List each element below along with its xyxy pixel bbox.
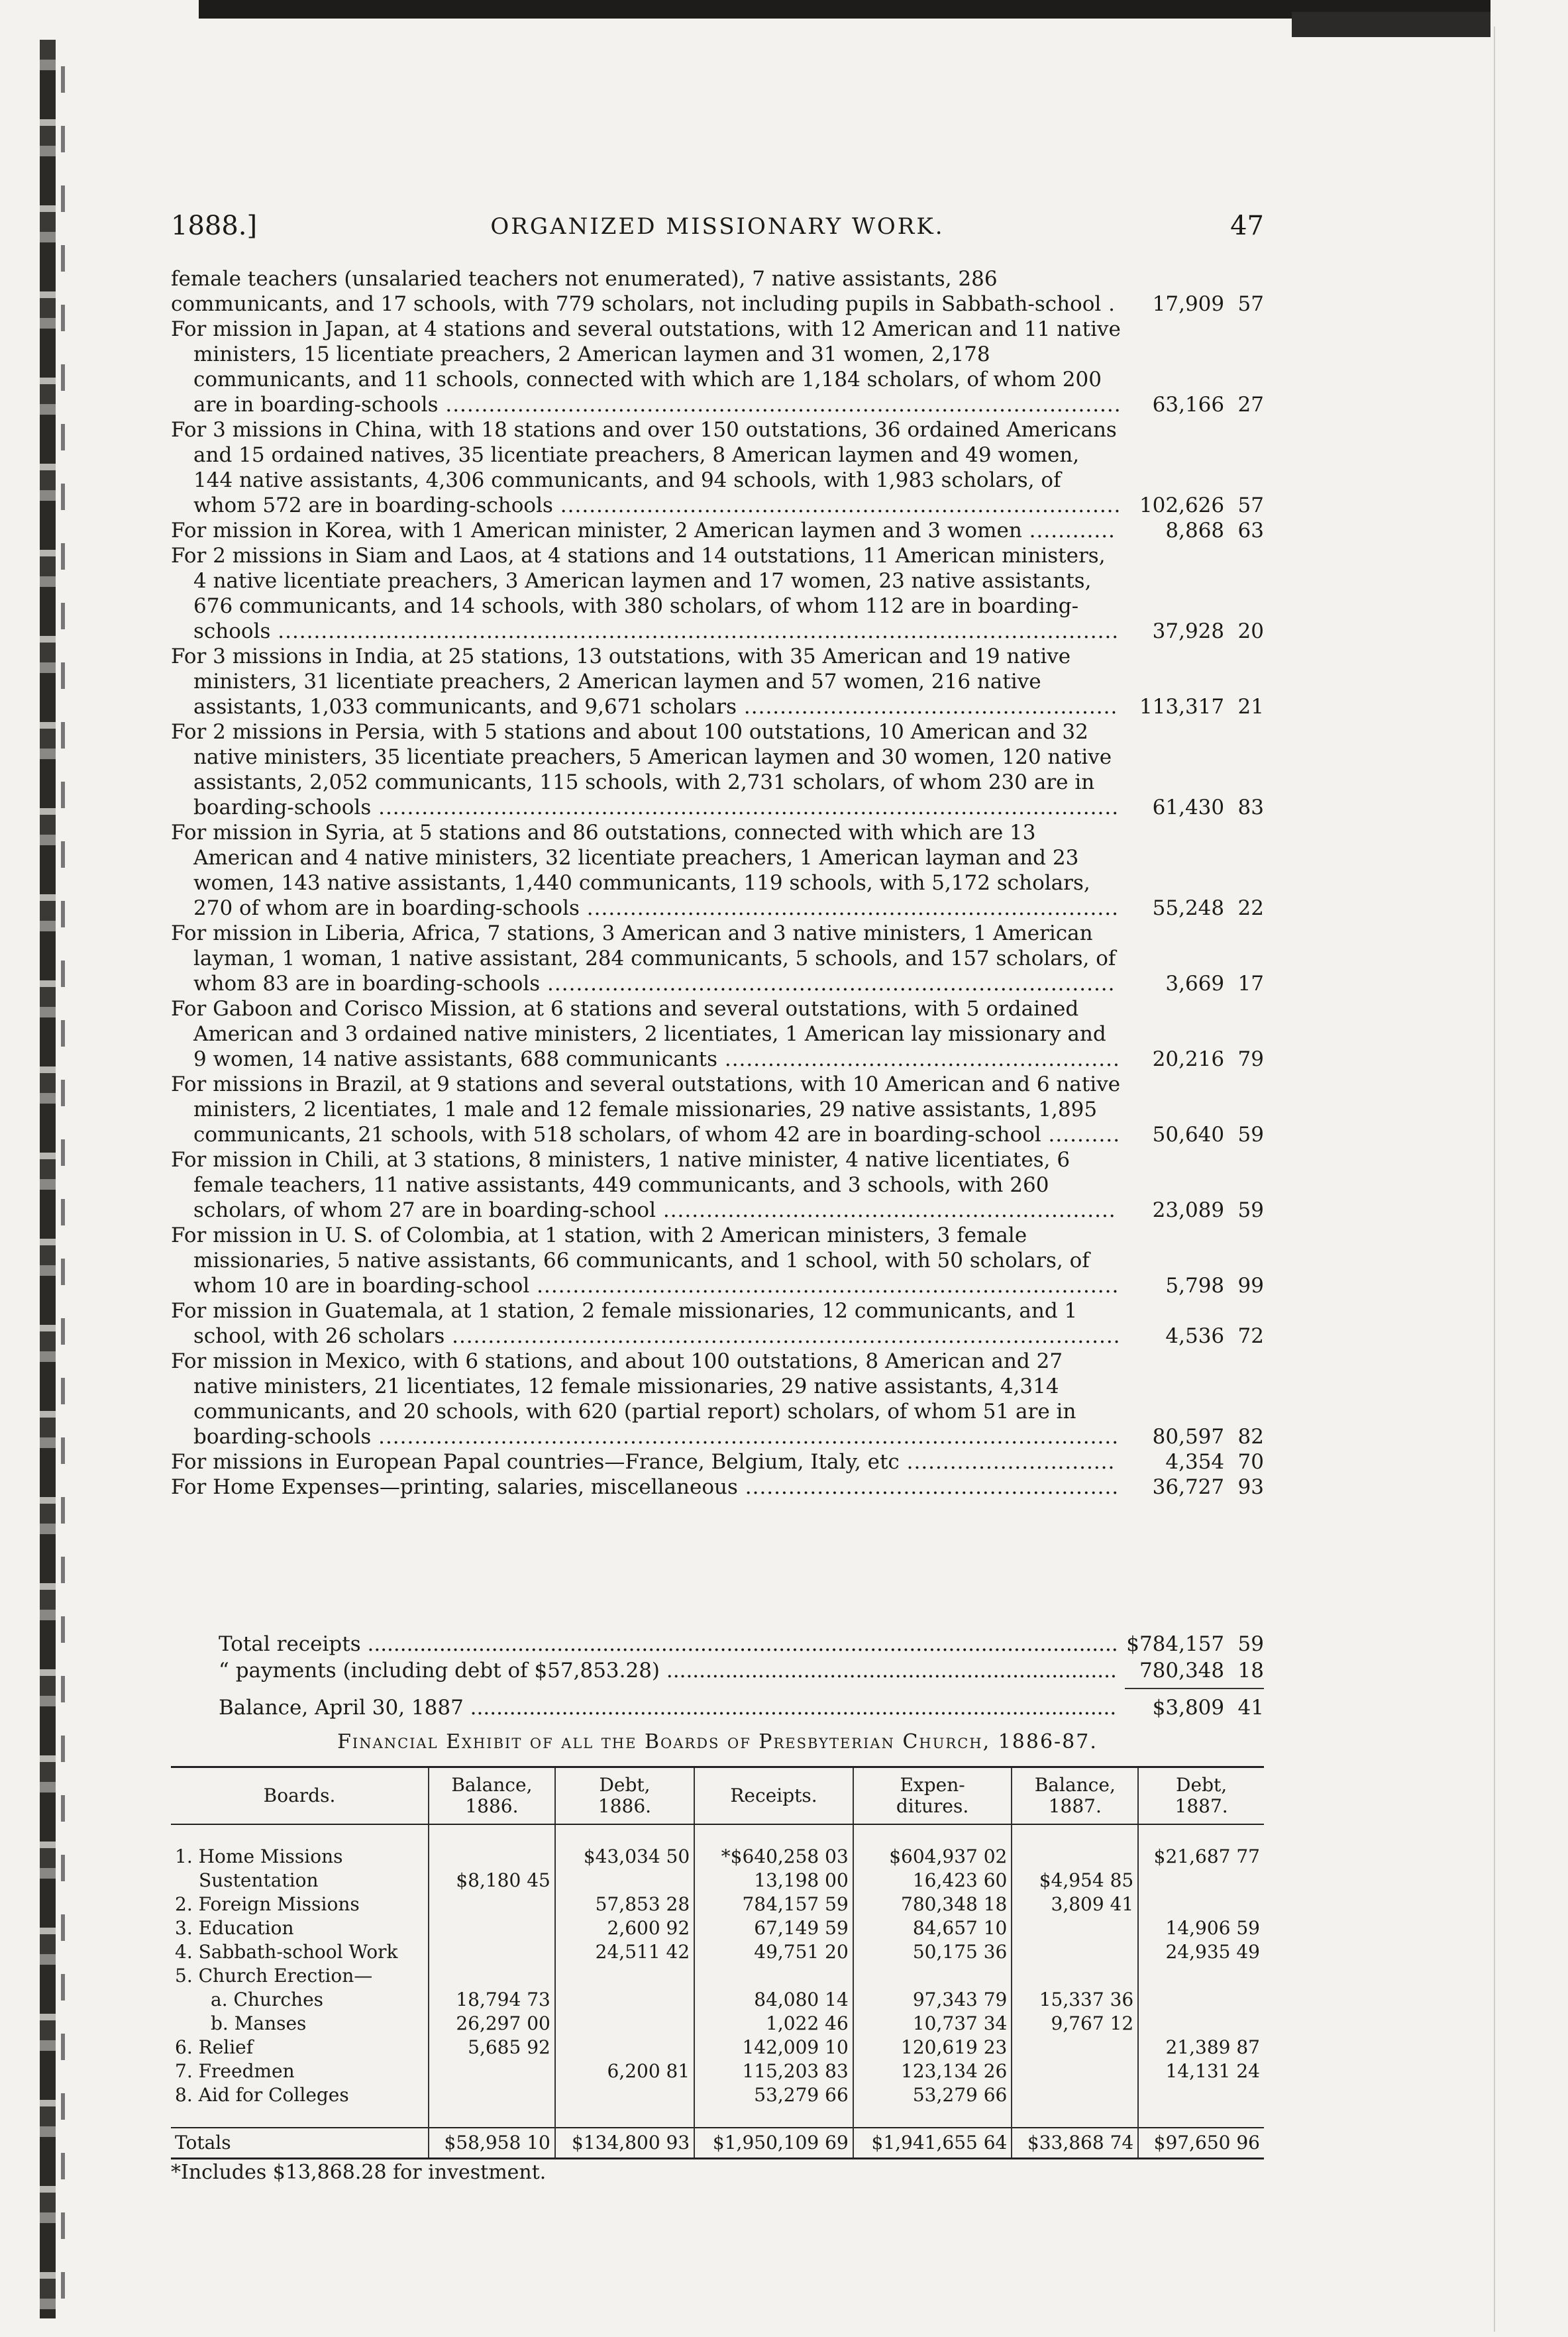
mission-entry (171, 996, 1264, 1072)
mission-description: For mission in Liberia, Africa, 7 stations, 3 American and 3 native ministers, 1 American layman, 1 woman, 1 native assistant, 284 communicants, 5 schools, and 157 scholars, of whom 83 are in boarding-schools ............................................................................... (171, 921, 1116, 996)
table-row (171, 1988, 1264, 2012)
cell-debt86: 24,511 42 (555, 1940, 694, 1964)
page-edge-right (1494, 26, 1495, 2332)
financial-exhibit-table (171, 1766, 1264, 2159)
mission-entry (171, 644, 1264, 719)
cell-receipts: 67,149 59 (694, 1916, 853, 1940)
cell-exp: 50,175 36 (853, 1940, 1012, 1964)
cell-bal87 (1012, 2036, 1138, 2059)
cell-debt86 (555, 2083, 694, 2107)
board-name: 5. Church Erection— (175, 1965, 373, 1987)
mission-entry (171, 1449, 1264, 1475)
cell-debt86: 6,200 81 (555, 2059, 694, 2083)
column-header: Debt, 1887. (1138, 1767, 1264, 1825)
total-payments-amount: 780,348 18 (1139, 1659, 1264, 1683)
table-row (171, 1845, 1264, 1869)
cell-exp: $1,941,655 64 (853, 2128, 1012, 2159)
balance-row (171, 1694, 1264, 1721)
cell-bal86: 5,685 92 (429, 2036, 555, 2059)
cell-bal87: $4,954 85 (1012, 1869, 1138, 1893)
mission-amount: 4,354 70 (1165, 1450, 1264, 1474)
cell-exp: 97,343 79 (853, 1988, 1012, 2012)
cell-debt87: $97,650 96 (1138, 2128, 1264, 2159)
mission-description: For missions in Brazil, at 9 stations and several outstations, with 10 American and 6 native ministers, 2 licentiates, 1 male and 12 female missionaries, 29 native assistants, 1,895 communicants, 21 schools, with 518 scholars, of whom 42 are in boarding-school .......... (171, 1072, 1121, 1147)
mission-amount: 102,626 57 (1139, 493, 1264, 517)
total-receipts-row (171, 1631, 1264, 1657)
leader-dots: ............................. (899, 1450, 1116, 1474)
mission-entry (171, 543, 1264, 644)
scan-border-top-right (1292, 12, 1490, 37)
cell-debt87 (1138, 1988, 1264, 2012)
cell-receipts: 1,022 46 (694, 2012, 853, 2036)
running-header (171, 211, 1264, 250)
leader-dots: .......................................................................... (579, 896, 1119, 920)
board-name: 4. Sabbath-school Work (175, 1941, 398, 1963)
cell-bal87 (1012, 1845, 1138, 1869)
mission-description: For Gaboon and Corisco Mission, at 6 stations and several outstations, with 5 ordained American and 3 ordained native ministers, 2 licentiates, 1 American lay missionary and 9 women, 14 native assistants, 688 communicants ....................................................... (171, 997, 1120, 1071)
mission-amount: 50,640 59 (1152, 1123, 1264, 1147)
totals-row (171, 2128, 1264, 2159)
cell-bal86 (429, 1893, 555, 1916)
cell-debt87: 21,389 87 (1138, 2036, 1264, 2059)
cell-bal87 (1012, 2059, 1138, 2083)
cell-bal86 (429, 1845, 555, 1869)
mission-entry (171, 417, 1264, 518)
mission-entry (171, 1349, 1264, 1449)
cell-debt86: $43,034 50 (555, 1845, 694, 1869)
cell-debt87: 24,935 49 (1138, 1940, 1264, 1964)
cell-exp: 53,279 66 (853, 2083, 1012, 2107)
mission-entry (171, 1072, 1264, 1147)
mission-amount: 80,597 82 (1152, 1425, 1264, 1449)
totals-block (171, 1631, 1264, 1721)
board-name: Totals (171, 2128, 429, 2159)
leader-dots: ....................................................................................................... (371, 1425, 1120, 1449)
cell-debt87 (1138, 2012, 1264, 2036)
leader-dots: .............................................................................................. (438, 393, 1122, 417)
cell-debt87: 14,131 24 (1138, 2059, 1264, 2083)
cell-debt86 (555, 1964, 694, 1988)
mission-amount: 8,868 63 (1165, 519, 1264, 543)
cell-bal86 (429, 1916, 555, 1940)
cell-exp: 780,348 18 (853, 1893, 1012, 1916)
cell-exp: $604,937 02 (853, 1845, 1012, 1869)
leader-dots: . (1101, 292, 1116, 316)
mission-amount: 36,727 93 (1152, 1475, 1264, 1499)
cell-exp: 123,134 26 (853, 2059, 1012, 2083)
mission-description: For mission in Mexico, with 6 stations, and about 100 outstations, 8 American and 27 native ministers, 21 licentiates, 12 female missionaries, 29 native assistants, 4,314 communicants, and 20 schools, with 620 (partial report) scholars, of whom 51 are in boarding-schools ....................................................................................................... (171, 1349, 1120, 1449)
cell-debt86: 2,600 92 (555, 1916, 694, 1940)
mission-amount: 4,536 72 (1165, 1324, 1264, 1348)
cell-bal87: 3,809 41 (1012, 1893, 1138, 1916)
cell-debt87 (1138, 1893, 1264, 1916)
mission-description: For mission in Chili, at 3 stations, 8 ministers, 1 native minister, 4 native licentiates, 6 female teachers, 11 native assistants, 449 communicants, and 3 schools, with 260 scholars, of whom 27 are in boarding-school ............................................................... (171, 1148, 1116, 1222)
cell-bal86: $58,958 10 (429, 2128, 555, 2159)
leader-dots: ..................................................................................................................... (270, 619, 1120, 643)
mission-entry (171, 1298, 1264, 1349)
mission-description: For mission in Korea, with 1 American minister, 2 American laymen and 3 women ............ (171, 519, 1116, 543)
mission-amount: 113,317 21 (1139, 695, 1264, 719)
cell-receipts: 115,203 83 (694, 2059, 853, 2083)
cell-bal86 (429, 2083, 555, 2107)
board-name: 2. Foreign Missions (175, 1893, 360, 1915)
cell-debt86: $134,800 93 (555, 2128, 694, 2159)
mission-amount: 61,430 83 (1152, 796, 1264, 819)
balance-amount: $3,809 41 (1152, 1696, 1264, 1720)
column-header: Receipts. (694, 1767, 853, 1825)
mission-entry (171, 317, 1264, 417)
cell-receipts: 142,009 10 (694, 2036, 853, 2059)
cell-exp: 16,423 60 (853, 1869, 1012, 1893)
mission-description: For 2 missions in Siam and Laos, at 4 stations and 14 outstations, 11 American ministers, 4 native licentiate preachers, 3 American laymen and 17 women, 23 native assistants, 676 communicants, and 14 schools, with 380 scholars, of whom 112 are in boarding-schools ..................................................................................................................... (171, 544, 1120, 643)
leader-dots: ....................................................... (717, 1047, 1120, 1071)
book-spine-shadow (61, 66, 65, 2305)
cell-receipts: 84,080 14 (694, 1988, 853, 2012)
board-name: 3. Education (175, 1917, 294, 1939)
mission-amount: 63,166 27 (1152, 393, 1264, 417)
cell-debt87: 14,906 59 (1138, 1916, 1264, 1940)
cell-debt87: $21,687 77 (1138, 1845, 1264, 1869)
mission-amount: 17,909 57 (1152, 292, 1264, 316)
board-name: a. Churches (211, 1989, 324, 2010)
header-title: ORGANIZED MISSIONARY WORK. (490, 213, 945, 240)
leader-dots: .......... (1041, 1123, 1121, 1147)
mission-amount: 5,798 99 (1165, 1274, 1264, 1298)
cell-receipts: $1,950,109 69 (694, 2128, 853, 2159)
mission-description: For mission in U. S. of Colombia, at 1 station, with 2 American ministers, 3 female missionaries, 5 native assistants, 66 communicants, and 1 school, with 50 scholars, of whom 10 are in boarding-school ................................................................................. (171, 1223, 1120, 1298)
mission-description: female teachers (unsalaried teachers not enumerated), 7 native assistants, 286 communicants, and 17 schools, with 779 scholars, not including pupils in Sabbath-school . (171, 267, 1116, 316)
page-number: 47 (1230, 211, 1264, 241)
mission-entry (171, 1147, 1264, 1223)
cell-receipts: *$640,258 03 (694, 1845, 853, 1869)
mission-amount: 3,669 17 (1165, 972, 1264, 996)
mission-amount: 20,216 79 (1152, 1047, 1264, 1071)
mission-description: For missions in European Papal countries—France, Belgium, Italy, etc ............................. (171, 1450, 1116, 1474)
leader-dots: .............................................................................. (552, 493, 1122, 517)
balance-label: Balance, April 30, 1887 (219, 1696, 464, 1720)
table-header-row (171, 1767, 1264, 1825)
leader-dots: ................................................................................................... (463, 1696, 1117, 1720)
column-header: Expen- ditures. (853, 1767, 1012, 1825)
cell-bal87: 15,337 36 (1012, 1988, 1138, 2012)
cell-debt86 (555, 2036, 694, 2059)
cell-receipts: 49,751 20 (694, 1940, 853, 1964)
board-name: 7. Freedmen (175, 2060, 295, 2082)
cell-bal86: 26,297 00 (429, 2012, 555, 2036)
column-header: Balance, 1887. (1012, 1767, 1138, 1825)
mission-entry (171, 921, 1264, 996)
cell-bal86: $8,180 45 (429, 1869, 555, 1893)
column-header: Debt, 1886. (555, 1767, 694, 1825)
mission-amount: 55,248 22 (1152, 896, 1264, 920)
total-payments-label: “ payments (including debt of $57,853.28) (219, 1659, 660, 1683)
cell-receipts (694, 1964, 853, 1988)
leader-dots: ............................................................... (656, 1198, 1116, 1222)
board-name: b. Manses (211, 2012, 307, 2034)
mission-description: For 3 missions in China, with 18 stations and over 150 outstations, 36 ordained Americans and 15 ordained natives, 35 licentiate preachers, 8 American laymen and 49 women, 144 native assistants, 4,306 communicants, and 94 schools, with 1,983 scholars, of whom 572 are in boarding-schools .............................................................................. (171, 418, 1122, 517)
financial-exhibit-title: Financial Exhibit of all the Boards of Presbyterian Church, 1886-87. (337, 1730, 1098, 1753)
table-row (171, 2059, 1264, 2083)
column-header: Balance, 1886. (429, 1767, 555, 1825)
table-row (171, 1893, 1264, 1916)
footnote: *Includes $13,868.28 for investment. (171, 2161, 547, 2184)
cell-bal87 (1012, 2083, 1138, 2107)
total-receipts-amount: $784,157 59 (1126, 1632, 1264, 1656)
mission-entry (171, 820, 1264, 921)
leader-dots: ....................................................................................................... (371, 796, 1120, 819)
cell-bal87: $33,868 74 (1012, 2128, 1138, 2159)
table-row (171, 1964, 1264, 1988)
cell-receipts: 53,279 66 (694, 2083, 853, 2107)
mission-description: For Home Expenses—printing, salaries, miscellaneous .................................................... (171, 1475, 1120, 1499)
cell-debt86 (555, 1869, 694, 1893)
table-row (171, 2083, 1264, 2107)
board-name: 8. Aid for Colleges (175, 2084, 349, 2106)
cell-debt86 (555, 2012, 694, 2036)
board-name: 6. Relief (175, 2036, 254, 2058)
cell-bal86 (429, 2059, 555, 2083)
cell-exp (853, 1964, 1012, 1988)
mission-amount: 23,089 59 (1152, 1198, 1264, 1222)
cell-debt87 (1138, 1964, 1264, 1988)
mission-description: For 3 missions in India, at 25 stations, 13 outstations, with 35 American and 19 native ministers, 31 licentiate preachers, 2 American laymen and 57 women, 216 native assistants, 1,033 communicants, and 9,671 scholars .................................................... (171, 645, 1118, 719)
cell-bal87: 9,767 12 (1012, 2012, 1138, 2036)
board-name: Sustentation (199, 1869, 319, 1891)
cell-exp: 120,619 23 (853, 2036, 1012, 2059)
mission-description: For 2 missions in Persia, with 5 stations and about 100 outstations, 10 American and 32 native ministers, 35 licentiate preachers, 5 American laymen and 30 women, 120 native assistants, 2,052 communicants, 115 schools, with 2,731 scholars, of whom 230 are in boarding-schools ....................................................................................................... (171, 720, 1120, 819)
table-row (171, 1869, 1264, 1893)
cell-bal87 (1012, 1964, 1138, 1988)
mission-description: For mission in Guatemala, at 1 station, 2 female missionaries, 12 communicants, and 1 school, with 26 scholars ............................................................................................. (171, 1299, 1121, 1348)
leader-dots: ............................................................................... (540, 972, 1116, 996)
cell-bal86: 18,794 73 (429, 1988, 555, 2012)
cell-debt87 (1138, 2083, 1264, 2107)
table-row (171, 1940, 1264, 1964)
mission-entry (171, 518, 1264, 543)
cell-exp: 10,737 34 (853, 2012, 1012, 2036)
mission-description: For mission in Japan, at 4 stations and several outstations, with 12 American and 11 native ministers, 15 licentiate preachers, 2 American laymen and 31 women, 2,178 communicants, and 11 schools, connected with which are 1,184 scholars, of whom 200 are in boarding-schools .............................................................................................. (171, 317, 1122, 417)
leader-dots: ................................................................................................................... (360, 1632, 1118, 1656)
leader-dots: ............ (1021, 519, 1116, 543)
table-row (171, 2012, 1264, 2036)
cell-debt86 (555, 1988, 694, 2012)
leader-dots: .................................................... (737, 695, 1118, 719)
cell-receipts: 784,157 59 (694, 1893, 853, 1916)
leader-dots: ............................................................................................. (444, 1324, 1121, 1348)
cell-receipts: 13,198 00 (694, 1869, 853, 1893)
leader-dots: ..................................................................... (660, 1659, 1117, 1683)
total-payments-row (171, 1657, 1264, 1684)
mission-entry (171, 719, 1264, 820)
cell-debt86: 57,853 28 (555, 1893, 694, 1916)
cell-bal87 (1012, 1940, 1138, 1964)
leader-dots: .................................................... (737, 1475, 1120, 1499)
table-row (171, 2036, 1264, 2059)
table-row (171, 1916, 1264, 1940)
mission-entry (171, 1475, 1264, 1500)
book-spine-edge (40, 40, 56, 2318)
cell-bal86 (429, 1940, 555, 1964)
leader-dots: ................................................................................. (529, 1274, 1120, 1298)
total-receipts-label: Total receipts (219, 1632, 361, 1656)
cell-bal87 (1012, 1916, 1138, 1940)
sum-rule (1125, 1688, 1264, 1689)
mission-entry (171, 1223, 1264, 1298)
cell-debt87 (1138, 1869, 1264, 1893)
mission-amount: 37,928 20 (1152, 619, 1264, 643)
cell-bal86 (429, 1964, 555, 1988)
header-year: 1888.] (171, 211, 258, 241)
mission-description: For mission in Syria, at 5 stations and 86 outstations, connected with which are 13 American and 4 native ministers, 32 licentiate preachers, 1 American layman and 23 women, 143 native assistants, 1,440 communicants, 119 schools, with 5,172 scholars, 270 of whom are in boarding-schools .......................................................................... (171, 821, 1119, 920)
mission-entry (171, 266, 1264, 317)
column-header: Boards. (171, 1767, 429, 1825)
board-name: 1. Home Missions (175, 1845, 343, 1867)
mission-expenditure-list (171, 266, 1264, 1500)
cell-exp: 84,657 10 (853, 1916, 1012, 1940)
